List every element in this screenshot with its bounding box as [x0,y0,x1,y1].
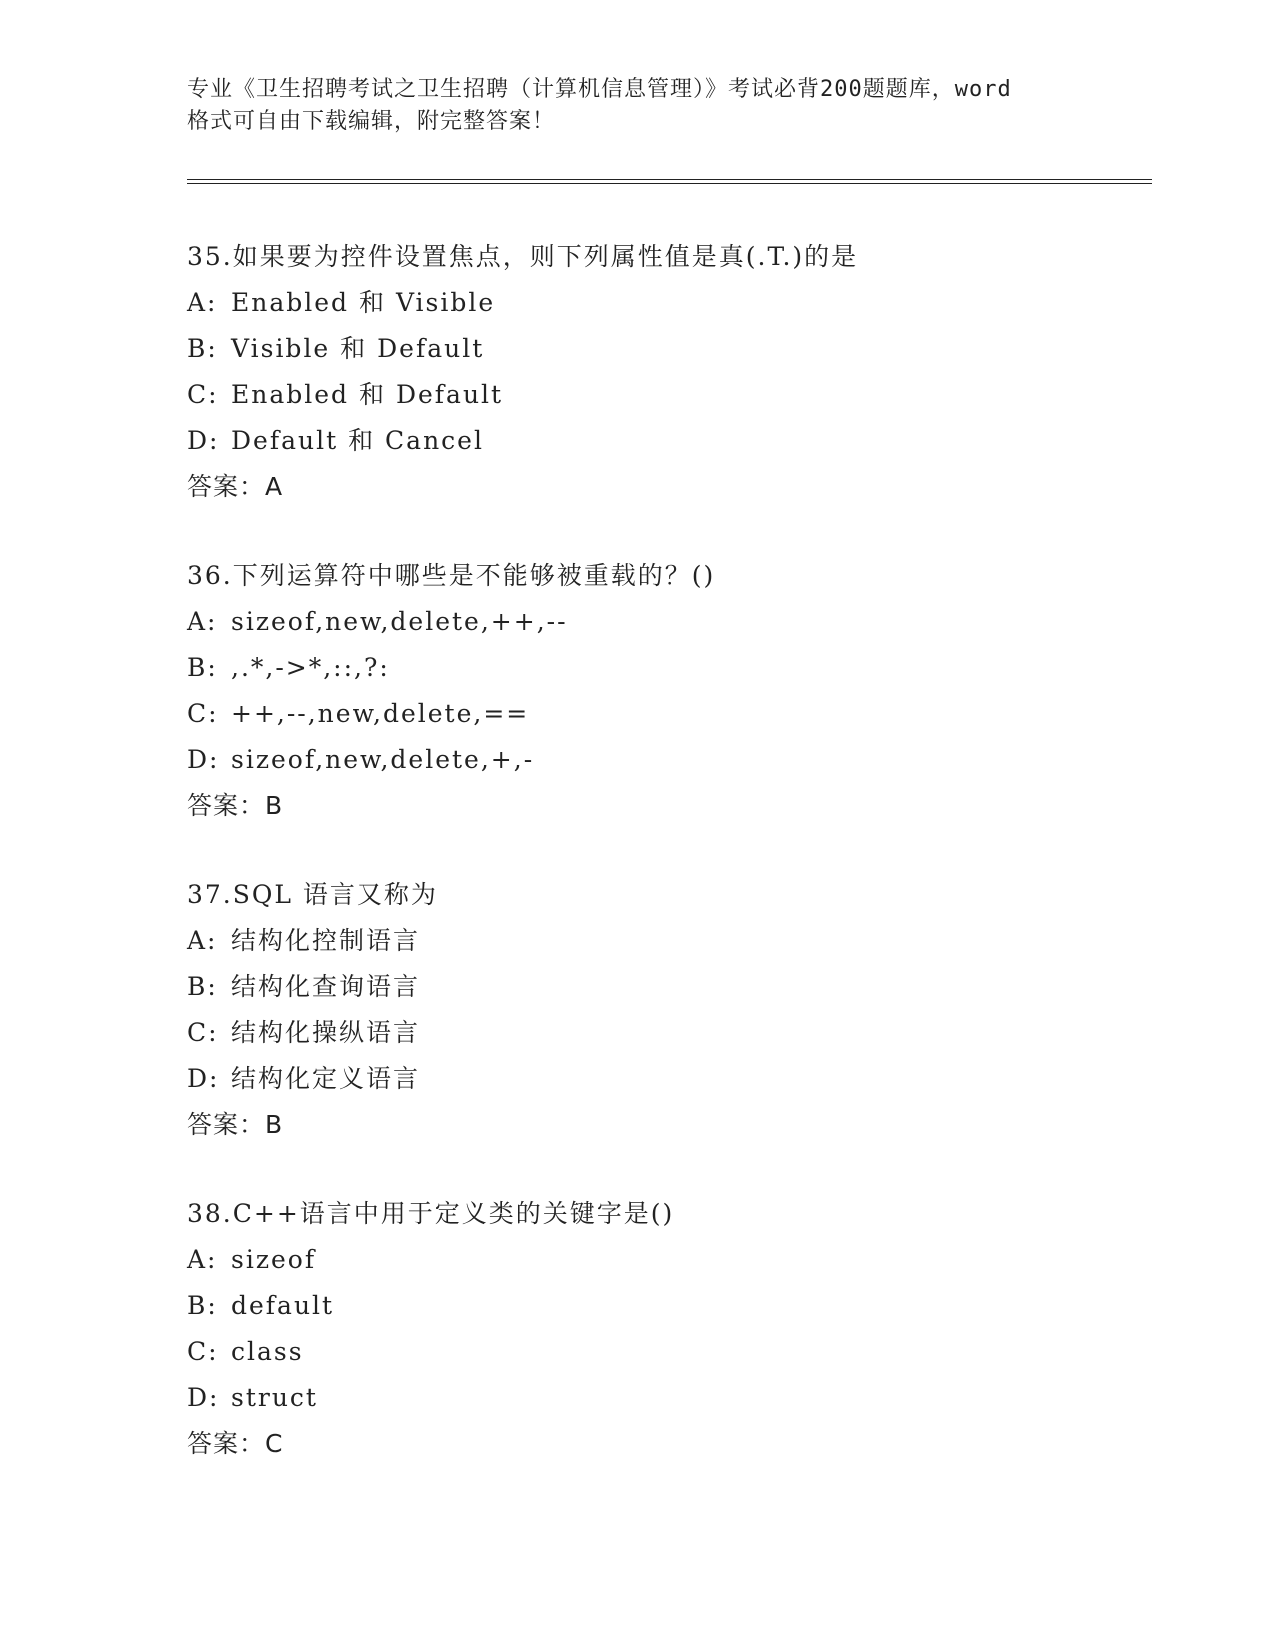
option-b [187,964,1147,1010]
question-36 [187,553,1147,829]
option-label: B: [187,653,218,682]
option-text: Default 和 Cancel [231,426,484,455]
option-label: A: [187,288,218,317]
option-text: sizeof [231,1245,317,1274]
option-text: 结构化查询语言 [231,972,421,1001]
option-c [187,372,1147,418]
option-label: D: [187,1064,220,1093]
document-header [187,74,1087,138]
option-text: 结构化控制语言 [231,926,421,955]
option-label: C: [187,699,219,728]
question-stem: 35.如果要为控件设置焦点，则下列属性值是真(.T.)的是 [187,242,859,271]
option-b [187,645,1147,691]
option-label: C: [187,1018,219,1047]
option-text: ,.*,->*,::,?: [231,653,390,682]
option-a [187,918,1147,964]
option-a [187,1237,1147,1283]
option-text: struct [231,1383,318,1412]
option-label: D: [187,426,220,455]
option-label: A: [187,607,218,636]
option-text: 结构化操纵语言 [231,1018,421,1047]
option-d [187,1375,1147,1421]
question-38 [187,1191,1147,1467]
option-text: Enabled 和 Visible [231,288,496,317]
option-a [187,280,1147,326]
option-text: Visible 和 Default [231,334,485,363]
option-d [187,1056,1147,1102]
option-c [187,691,1147,737]
option-text: class [231,1337,304,1366]
option-label: B: [187,972,218,1001]
option-d [187,737,1147,783]
header-divider-top [187,179,1152,180]
answer: 答案：B [187,1110,284,1139]
option-text: 结构化定义语言 [231,1064,421,1093]
option-text: sizeof,new,delete,++,-- [231,607,568,636]
option-label: D: [187,1383,220,1412]
question-35 [187,234,1147,510]
question-stem: 36.下列运算符中哪些是不能够被重载的？() [187,561,716,590]
option-label: D: [187,745,220,774]
question-37 [187,872,1147,1148]
option-text: Enabled 和 Default [231,380,504,409]
option-b [187,326,1147,372]
question-stem: 38.C++语言中用于定义类的关键字是() [187,1199,675,1228]
option-label: C: [187,1337,219,1366]
header-divider-bottom [187,183,1152,184]
option-d [187,418,1147,464]
option-c [187,1329,1147,1375]
answer: 答案：C [187,1429,284,1458]
option-label: A: [187,1245,218,1274]
answer: 答案：B [187,791,284,820]
header-line-1: 专业《卫生招聘考试之卫生招聘（计算机信息管理）》考试必背200题题库，word [187,77,1012,102]
option-label: A: [187,926,218,955]
header-line-2: 格式可自由下载编辑，附完整答案！ [187,109,556,134]
option-label: C: [187,380,219,409]
option-label: B: [187,334,218,363]
option-label: B: [187,1291,218,1320]
question-stem: 37.SQL 语言又称为 [187,880,438,909]
answer: 答案：A [187,472,284,501]
option-text: ++,--,new,delete,== [231,699,530,728]
option-a [187,599,1147,645]
option-b [187,1283,1147,1329]
option-text: sizeof,new,delete,+,- [231,745,535,774]
option-c [187,1010,1147,1056]
option-text: default [231,1291,335,1320]
